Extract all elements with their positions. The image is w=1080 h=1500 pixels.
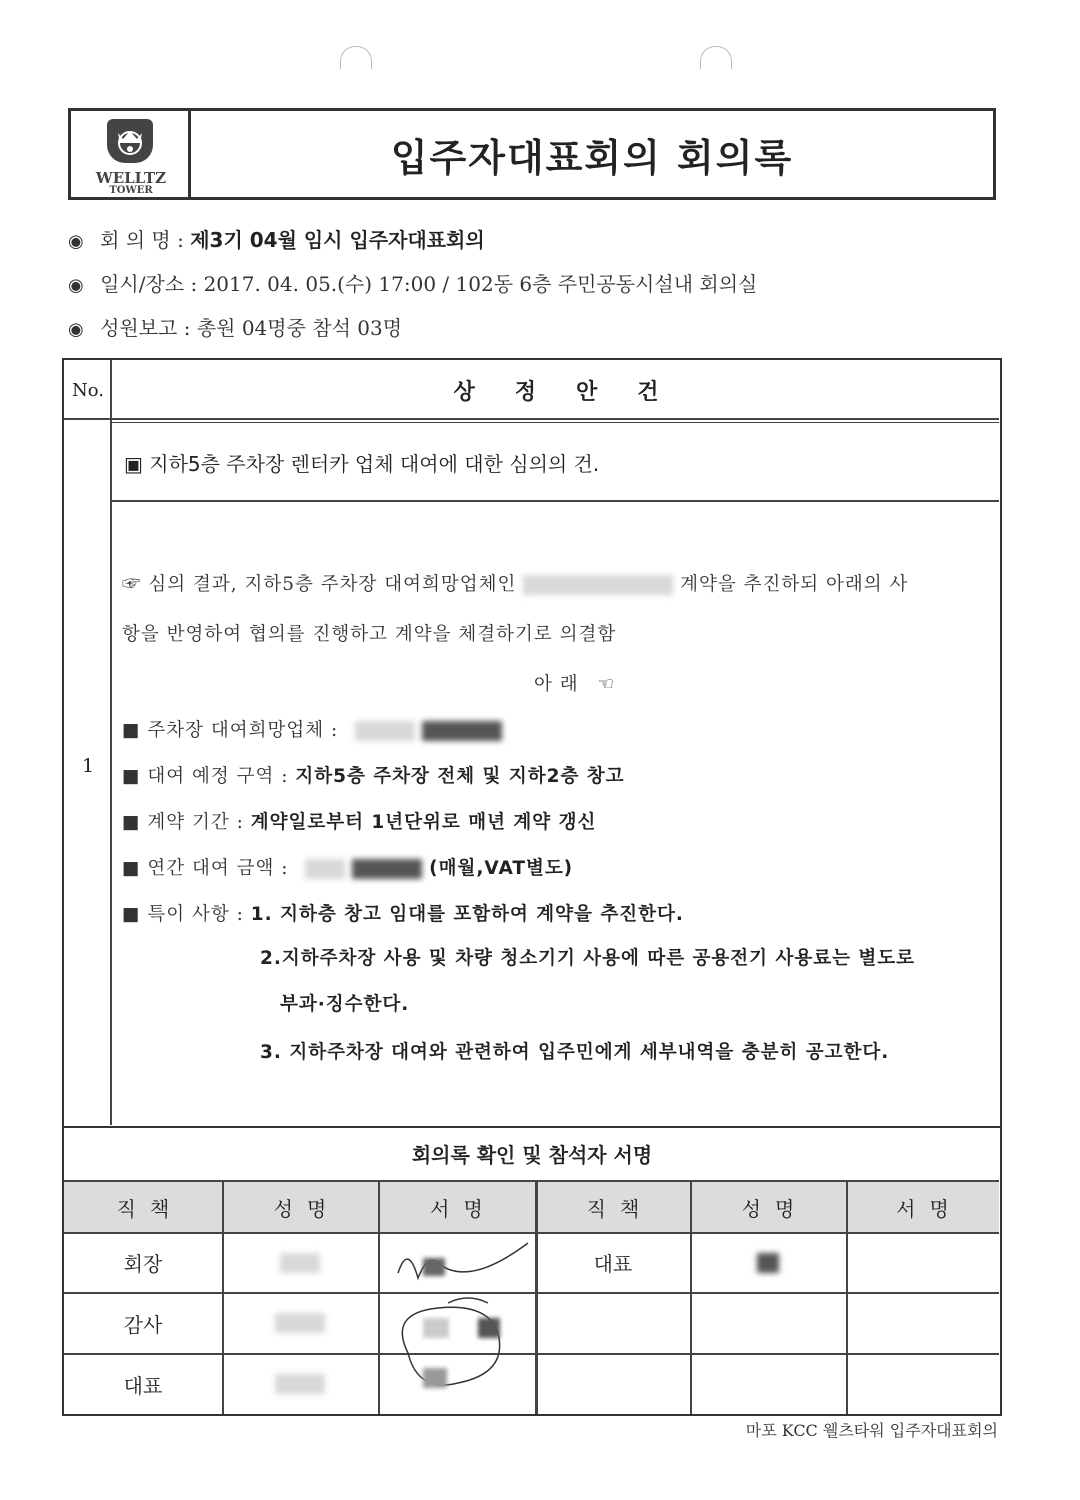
redacted-name [222, 1354, 378, 1414]
special-note-3: 3. 지하주차장 대여와 관련하여 입주민에게 세부내역을 충분히 공고한다. [260, 1042, 890, 1063]
role-cell: 회장 [123, 1252, 163, 1276]
logo [71, 111, 191, 197]
result-line-2: 항을 반영하여 협의를 진행하고 계약을 체결하기로 의결함 [122, 624, 617, 645]
redacted-name [222, 1233, 378, 1292]
logo-name: WELLTZ [95, 169, 167, 187]
bullet-icon: ◉ [68, 275, 84, 296]
detail-bullet: ■ [122, 812, 141, 833]
detail-label: 주차장 대여희망업체 : [147, 720, 339, 741]
quorum-line [68, 312, 402, 341]
redacted-value [352, 859, 422, 879]
signature-caption: 회의록 확인 및 참석자 서명 [411, 1142, 653, 1167]
detail-value: (매월,VAT별도) [429, 858, 574, 879]
bullet-icon: ◉ [68, 319, 84, 340]
detail-value: 1. 지하층 창고 임대를 포함하여 계약을 추진한다. [250, 904, 684, 925]
detail-bullet: ■ [122, 858, 141, 879]
redacted-value [305, 859, 345, 879]
detail-bullet: ■ [122, 720, 141, 741]
signature-table [62, 1126, 1002, 1416]
role-cell: 대표 [593, 1252, 633, 1276]
meeting-name-line [68, 224, 485, 253]
detail-item-area [122, 762, 625, 788]
detail-value: 계약일로부터 1년단위로 매년 계약 갱신 [250, 812, 597, 833]
header-signature: 서명 [896, 1196, 963, 1221]
header-position: 직책 [116, 1196, 184, 1221]
detail-bullet: ■ [122, 766, 141, 787]
meeting-name-value: 제3기 04월 임시 입주자대표회의 [190, 228, 485, 252]
quorum-value: 총원 04명중 참석 03명 [196, 316, 403, 340]
detail-label: 특이 사항 : [147, 904, 244, 925]
detail-item-special [122, 900, 684, 926]
redacted-company [523, 575, 673, 595]
table-divider [110, 360, 112, 1125]
punch-hole-right [700, 46, 732, 69]
page-title: 입주자대표회의 회의록 [390, 135, 794, 180]
crown-crest-icon [107, 119, 153, 163]
pointing-hand-icon: ☜ [597, 674, 616, 695]
header-position: 직책 [586, 1196, 654, 1221]
logo-subname: TOWER [109, 185, 153, 196]
agenda-item-title: ▣ 지하5층 주차장 렌터카 업체 대여에 대한 심의의 건. [124, 452, 600, 476]
detail-item-period [122, 808, 596, 834]
below-heading [534, 670, 615, 696]
table-divider [110, 500, 999, 502]
header-name: 성명 [273, 1196, 341, 1221]
quorum-label: 성원보고 : [100, 316, 191, 340]
role-cell: 감사 [123, 1312, 163, 1337]
header-name: 성명 [741, 1196, 809, 1221]
redacted-value [355, 721, 415, 741]
redacted-name [222, 1293, 378, 1353]
redacted-value [422, 721, 502, 741]
detail-label: 계약 기간 : [147, 812, 244, 833]
detail-value: 지하5층 주차장 전체 및 지하2층 창고 [295, 766, 625, 787]
detail-label: 연간 대여 금액 : [147, 858, 289, 879]
bullet-icon: ◉ [68, 231, 84, 252]
datetime-label: 일시/장소 : [100, 272, 198, 296]
no-column-header: No. [72, 379, 104, 401]
redacted-name [690, 1233, 846, 1292]
punch-hole-left [340, 46, 372, 69]
header-signature: 서명 [430, 1196, 497, 1221]
row-number: 1 [81, 755, 95, 777]
datetime-value: 2017. 04. 05.(수) 17:00 / 102동 6층 주민공동시설내 회의실 [203, 272, 758, 296]
agenda-table [62, 358, 1002, 1128]
agenda-column-header: 상정안건 [453, 379, 699, 405]
detail-item-company [122, 716, 502, 742]
special-note-2b: 부과·징수한다. [280, 994, 410, 1015]
table-divider [110, 422, 999, 423]
below-heading-text: 아 래 [534, 674, 579, 695]
detail-label: 대여 예정 구역 : [147, 766, 289, 787]
result-text-b: 계약을 추진하되 아래의 사 [680, 574, 909, 595]
detail-item-amount [122, 854, 573, 880]
signature-scribble [378, 1233, 558, 1413]
footer-organization: 마포 KCC 웰츠타워 입주자대표회의 [745, 1421, 998, 1440]
result-text-a: ☞ 심의 결과, 지하5층 주차장 대여희망업체인 [122, 574, 517, 595]
detail-bullet: ■ [122, 904, 141, 925]
special-note-2a: 2.지하주차장 사용 및 차량 청소기기 사용에 따른 공용전기 사용료는 별도로 [260, 948, 915, 969]
role-cell: 대표 [123, 1373, 163, 1398]
datetime-line [68, 268, 757, 297]
meeting-name-label: 회 의 명 : [100, 228, 184, 252]
result-line-1 [122, 570, 908, 596]
document-header [68, 108, 996, 200]
